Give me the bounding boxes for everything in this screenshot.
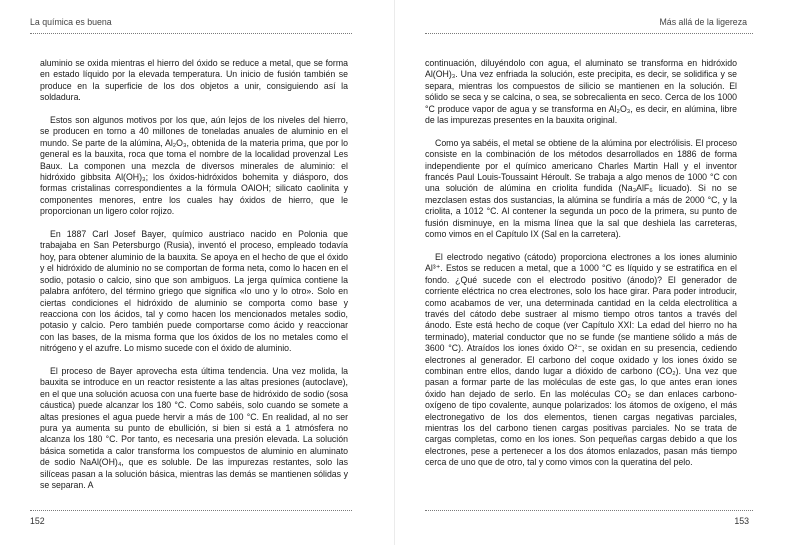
right-page — [395, 0, 789, 545]
page-number: 153 — [734, 516, 749, 526]
left-page-body — [40, 58, 348, 503]
paragraph: El electrodo negativo (cátodo) proporciona electrones a los iones aluminio Al³⁺. Estos se reducen a metal, que a 1000 °C es líquido y se estratifica en el fondo. ¿Qué sucede con el electrodo positivo (ánodo)? El generador de corriente eléctrica no crea electrones, solo los hace girar. Para poder introducir, como acabamos de ver, una determinada cantidad en la celda electrolítica a través del cátodo debe sustraer al mismo tiempo otros tantos a través del ánodo. Este está hecho de coque (ver Capítulo XXI: La edad del hierro no ha terminado), material conductor que no se funde (se mantiene sólido a más de 3600 °C). Atraídos los iones óxido O²⁻, se oxidan en su presencia, cediendo electrones al generador. El carbono del coque oxidado y los iones óxido se combinan entre ellos, dando lugar a dióxido de carbono (CO₂). Una vez que pasan a formar parte de las moléculas de este gas, lo que antes eran iones óxido han dejado de serlo. En las moléculas CO₂ se dan enlaces carbono-oxígeno de tipo covalente, aunque polarizados: los átomos de oxígeno, el más electronegativo de los dos elementos, tienen cargas negativas parciales, mientras los del carbono tienen cargas positivas parciales. No se trata de cargas completas, como en los iones. Son pequeñas cargas debido a que los electrones, pese a pertenecer a los dos átomos enlazados, pasan más tiempo cerca de uno que de otro, tal y como vimos con la queratina del pelo. — [425, 251, 737, 468]
paragraph: En 1887 Carl Josef Bayer, químico austriaco nacido en Polonia que trabajaba en San Petersburgo (Rusia), inventó el proceso, empleado todavía hoy, para obtener aluminio de la bauxita. Se apoya en el hecho de que el óxido y el hidróxido de aluminio no se comportan de forma neta, como lo hacen en el sodio, potasio o calcio, sino que son ambiguos. La jerga química contiene la palabra anfótero, del término griego que significa «lo uno y lo otro». Solo en ciertas condiciones el hidróxido de aluminio se comporta como base y reacciona con los ácidos, tal y como hacen los mencionados metales sodio, potasio y calcio. Pero también puede comportarse como ácido y reaccionar con las bases, de la misma forma que los óxidos de los no metales como el nitrógeno y el azufre. Lo mismo sucede con el óxido de aluminio. — [40, 229, 348, 354]
paragraph: El proceso de Bayer aprovecha esta última tendencia. Una vez molida, la bauxita se introduce en un reactor resistente a las altas presiones (autoclave), en el que una solución acuosa con una fuerte base de hidróxido de sodio (sosa cáustica) puede alcanzar los 180 °C. Como sabéis, solo cuando se somete a altas presiones el agua puede hervir a más de 100 °C. En realidad, al no ser pura ya aumenta su punto de ebullición, si bien si está a 1 atmósfera no alcanza los 180 °C. Por tanto, es necesaria una presión elevada. La solución básica sometida a calor transforma los compuestos de aluminio en aluminato de sodio NaAl(OH)₄, que es soluble. De las impurezas restantes, solo las silíceas pasan a la solución básica, mientras las demás se mantienen sólidas y se separan. A — [40, 365, 348, 490]
paragraph: Estos son algunos motivos por los que, aún lejos de los niveles del hierro, se producen en torno a 40 millones de toneladas anuales de aluminio en el mundo. Se parte de la alúmina, Al₂O₃, obtenida de la materia prima, que por lo general es la bauxita, roca que toma el nombre de la localidad provenzal Les Baux. La componen una mezcla de diversos minerales de aluminio: el hidróxido gibbsita Al(OH)₃; los óxidos-hidróxidos bohemita y diásporo, dos formas cristalinas correspondientes a la fórmula OAlOH; silicato caolinita y componentes menores, entre los cuales hay óxidos de hierro, que le proporcionan un ligero color rojizo. — [40, 115, 348, 217]
right-page-body — [425, 58, 737, 480]
footer-divider — [425, 510, 753, 511]
running-head-book-title: La química es buena — [30, 17, 112, 27]
header-divider — [425, 33, 753, 34]
running-head-chapter-title: Más allá de la ligereza — [659, 17, 747, 27]
header-divider — [30, 33, 352, 34]
paragraph: continuación, diluyéndolo con agua, el aluminato se transforma en hidróxido Al(OH)₃. Una vez enfriada la solución, este precipita, es decir, se solidifica y se separa, mientras los compuestos de silicio se mantienen en la solución. El sólido se seca y se calcina, o sea, se sobrecalienta en seco. Cerca de los 1000 °C produce vapor de agua y se transforma en Al₂O₃, es decir, en alúmina, libre de las impurezas presentes en la bauxita original. — [425, 58, 737, 126]
left-page — [0, 0, 394, 545]
footer-divider — [30, 510, 352, 511]
paragraph: aluminio se oxida mientras el hierro del óxido se reduce a metal, que se forma en estado líquido por la elevada temperatura. Un inicio de fusión también se produce en la superficie de los dos objetos a unir, consiguiendo así la soldadura. — [40, 58, 348, 103]
paragraph: Como ya sabéis, el metal se obtiene de la alúmina por electrólisis. El proceso consiste en la combinación de los métodos desarrollados en 1886 de forma independiente por el químico americano Charles Martin Hall y el inventor francés Paul Louis-Toussaint Héroult. Se trabaja a algo menos de 1000 °C con una solución de alúmina en criolita fundida (Na₃AlF₆ licuado). Si no se mezclasen estas dos sustancias, la alúmina se fundiría a más de 2000 °C, y la criolita, a 1012 °C. Al contener la segunda un poco de la primera, su punto de fusión disminuye, en la misma línea que la sal que deshiela las carreteras, como vimos en el Capítulo IX (Sal en la carretera). — [425, 137, 737, 240]
page-number: 152 — [30, 516, 45, 526]
